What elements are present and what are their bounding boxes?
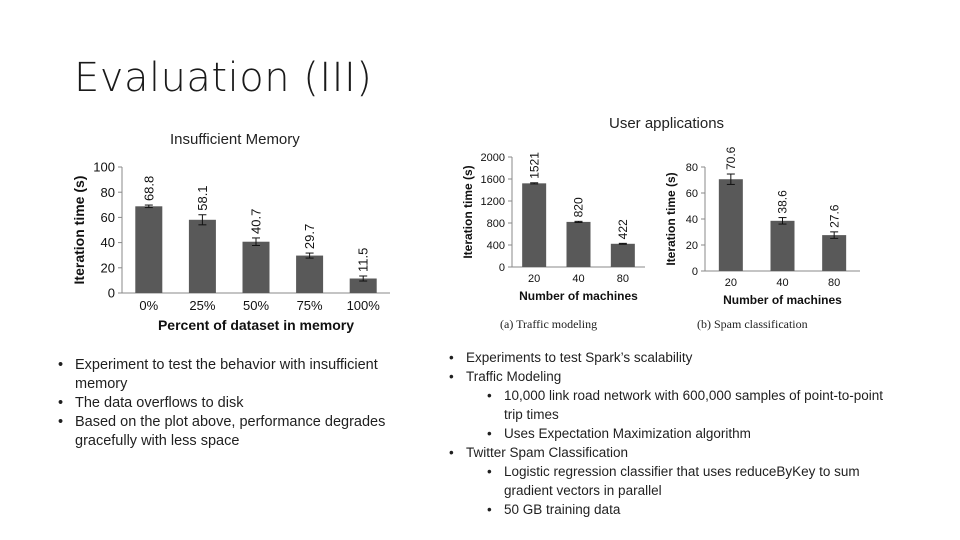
x-tick-label: 0% (139, 298, 159, 313)
bullet-text: Traffic Modeling (466, 369, 562, 384)
y-tick-label: 0 (107, 285, 115, 301)
chart-caption: (a) Traffic modeling (500, 317, 598, 331)
bar (719, 179, 743, 271)
memory-chart (60, 155, 405, 340)
data-label: 70.6 (724, 146, 739, 171)
data-label: 820 (571, 197, 586, 218)
data-label: 29.7 (302, 223, 318, 250)
y-tick-label: 0 (498, 261, 505, 274)
left-chart-heading: Insufficient Memory (170, 131, 300, 148)
right-chart-heading: User applications (609, 115, 725, 132)
y-tick-label: 1600 (480, 173, 505, 186)
y-tick-label: 20 (100, 260, 115, 276)
data-label: 68.8 (141, 175, 157, 202)
bar (522, 183, 546, 267)
data-label: 38.6 (775, 190, 790, 214)
y-tick-label: 0 (691, 265, 698, 278)
bullet-item: • Experiments to test Spark’s scalability (446, 348, 896, 367)
bar (135, 206, 162, 293)
bullet-item: • The data overflows to disk (55, 394, 390, 413)
sub-bullet-item: • Uses Expectation Maximization algorithm (484, 424, 896, 443)
sub-bullet-item: • 10,000 link road network with 600,000 samples of point-to-point trip times (484, 386, 896, 424)
chart-caption: (b) Spam classification (697, 317, 808, 331)
x-tick-label: 75% (296, 298, 323, 313)
bar (822, 235, 846, 271)
bar (189, 220, 216, 293)
x-axis-label: Percent of dataset in memory (157, 317, 355, 333)
y-tick-label: 80 (100, 184, 115, 200)
x-tick-label: 100% (346, 298, 380, 313)
slide-title: Evaluation (III) (74, 55, 373, 101)
spam-classification-chart (660, 145, 870, 335)
y-tick-label: 100 (93, 159, 115, 175)
y-tick-label: 20 (685, 239, 698, 252)
y-axis-label: Iteration time (s) (664, 172, 678, 266)
x-axis-label: Number of machines (723, 293, 842, 307)
y-tick-label: 1200 (480, 195, 505, 208)
data-label: 422 (616, 219, 631, 240)
y-tick-label: 800 (486, 217, 505, 230)
bullet-item: • Experiment to test the behavior with insufficient memory (55, 356, 390, 394)
y-tick-label: 2000 (480, 151, 505, 164)
bar (771, 221, 795, 271)
x-tick-label: 25% (189, 298, 216, 313)
x-tick-label: 20 (528, 273, 541, 285)
sub-bullet-item: • Logistic regression classifier that uses reduceByKey to sum gradient vectors in parallel (484, 462, 896, 500)
bullet-text: Twitter Spam Classification (466, 445, 629, 460)
x-axis-label: Number of machines (519, 289, 638, 303)
x-tick-label: 80 (616, 273, 629, 285)
x-tick-label: 50% (242, 298, 270, 313)
data-label: 27.6 (827, 204, 842, 228)
x-tick-label: 40 (572, 273, 585, 285)
bullet-item (446, 367, 896, 443)
bar (567, 222, 591, 267)
bullet-item (446, 443, 896, 519)
y-axis-label: Iteration time (s) (71, 175, 87, 285)
y-tick-label: 40 (100, 235, 115, 251)
y-tick-label: 400 (486, 239, 505, 252)
data-label: 1521 (527, 152, 542, 179)
y-tick-label: 80 (685, 161, 698, 174)
y-tick-label: 60 (100, 209, 115, 225)
sub-bullet-item: • 50 GB training data (484, 500, 896, 519)
bullet-item: • Based on the plot above, performance degrades gracefully with less space (55, 413, 390, 451)
x-tick-label: 80 (828, 277, 841, 289)
traffic-modeling-chart (455, 145, 660, 335)
y-tick-label: 60 (685, 187, 698, 200)
data-label: 40.7 (248, 208, 264, 234)
y-axis-label: Iteration time (s) (461, 165, 475, 259)
left-bullet-list (55, 356, 390, 451)
bar (296, 256, 323, 293)
x-tick-label: 40 (776, 277, 789, 289)
data-label: 58.1 (194, 185, 210, 211)
x-tick-label: 20 (724, 277, 737, 289)
bar (243, 242, 270, 293)
right-bullet-list (446, 348, 896, 519)
bar (611, 244, 635, 267)
y-tick-label: 40 (685, 213, 698, 226)
data-label: 11.5 (355, 247, 371, 272)
